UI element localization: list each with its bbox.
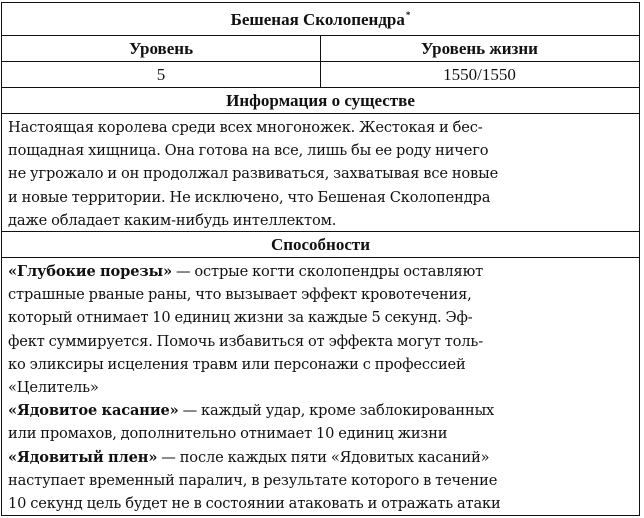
info-line: не угрожало и он продолжал развиваться, захватывая все новые [8,165,499,183]
ability-line: или промахов, дополнительно отнимает 10 единиц жизни [8,425,448,443]
ability-line: страшные рваные раны, что вызывает эффект кровотечения, [8,286,472,304]
ability-description: — каждый удар, кроме заблокированных [178,402,495,420]
creature-title [2,3,639,36]
health-value: 1550/1550 [443,65,516,84]
ability-poison-captivity [8,446,633,516]
info-description [2,114,639,232]
level-header: Уровень [2,36,321,61]
abilities-header: Способности [270,235,371,254]
ability-name: «Глубокие порезы» [8,263,172,280]
ability-line: фект суммируется. Помочь избавиться от эффекта могут толь- [8,332,483,350]
stats-header-row [2,36,639,62]
creature-card [1,2,640,516]
ability-line: 10 секунд цель будет не в состоянии атаковать и отражать атаки [8,495,501,513]
ability-line: ко эликсиры исцеления травм или персонажи с профессией [8,355,466,373]
ability-line: «Целитель» [8,379,99,397]
ability-name: «Ядовитое касание» [8,402,179,420]
abilities-list [2,258,639,515]
ability-poison-touch [8,399,633,445]
ability-line: наступает временный паралич, в результате которого в течение [8,471,498,489]
ability-description: — после каждых пяти «Ядовитых касаний» [157,448,490,466]
info-header-row [2,88,639,114]
footnote-mark: * [405,10,411,21]
info-line: Настоящая королева среди всех многоножек. Жестокая и бес- [8,119,483,136]
info-line: пощадная хищница. Она готова на все, лишь бы ее роду ничего [8,142,489,160]
title-row [2,3,639,36]
ability-deep-cuts [8,260,633,399]
health-header: Уровень жизни [421,39,538,58]
info-line: и новые территории. Не исключено, что Бешеная Сколопендра [8,188,491,206]
level-value: 5 [2,62,321,87]
abilities-header-row [2,232,639,258]
info-header: Информация о существе [226,91,415,110]
stats-value-row [2,62,639,88]
ability-description: — острые когти сколопендры оставляют [171,263,484,280]
creature-name: Бешеная Сколопендра [230,10,405,29]
ability-line: который отнимает 10 единиц жизни за каждые 5 секунд. Эф- [8,309,473,327]
ability-name: «Ядовитый плен» [8,448,158,466]
info-line: даже обладает каким-нибудь интеллектом. [8,211,337,229]
